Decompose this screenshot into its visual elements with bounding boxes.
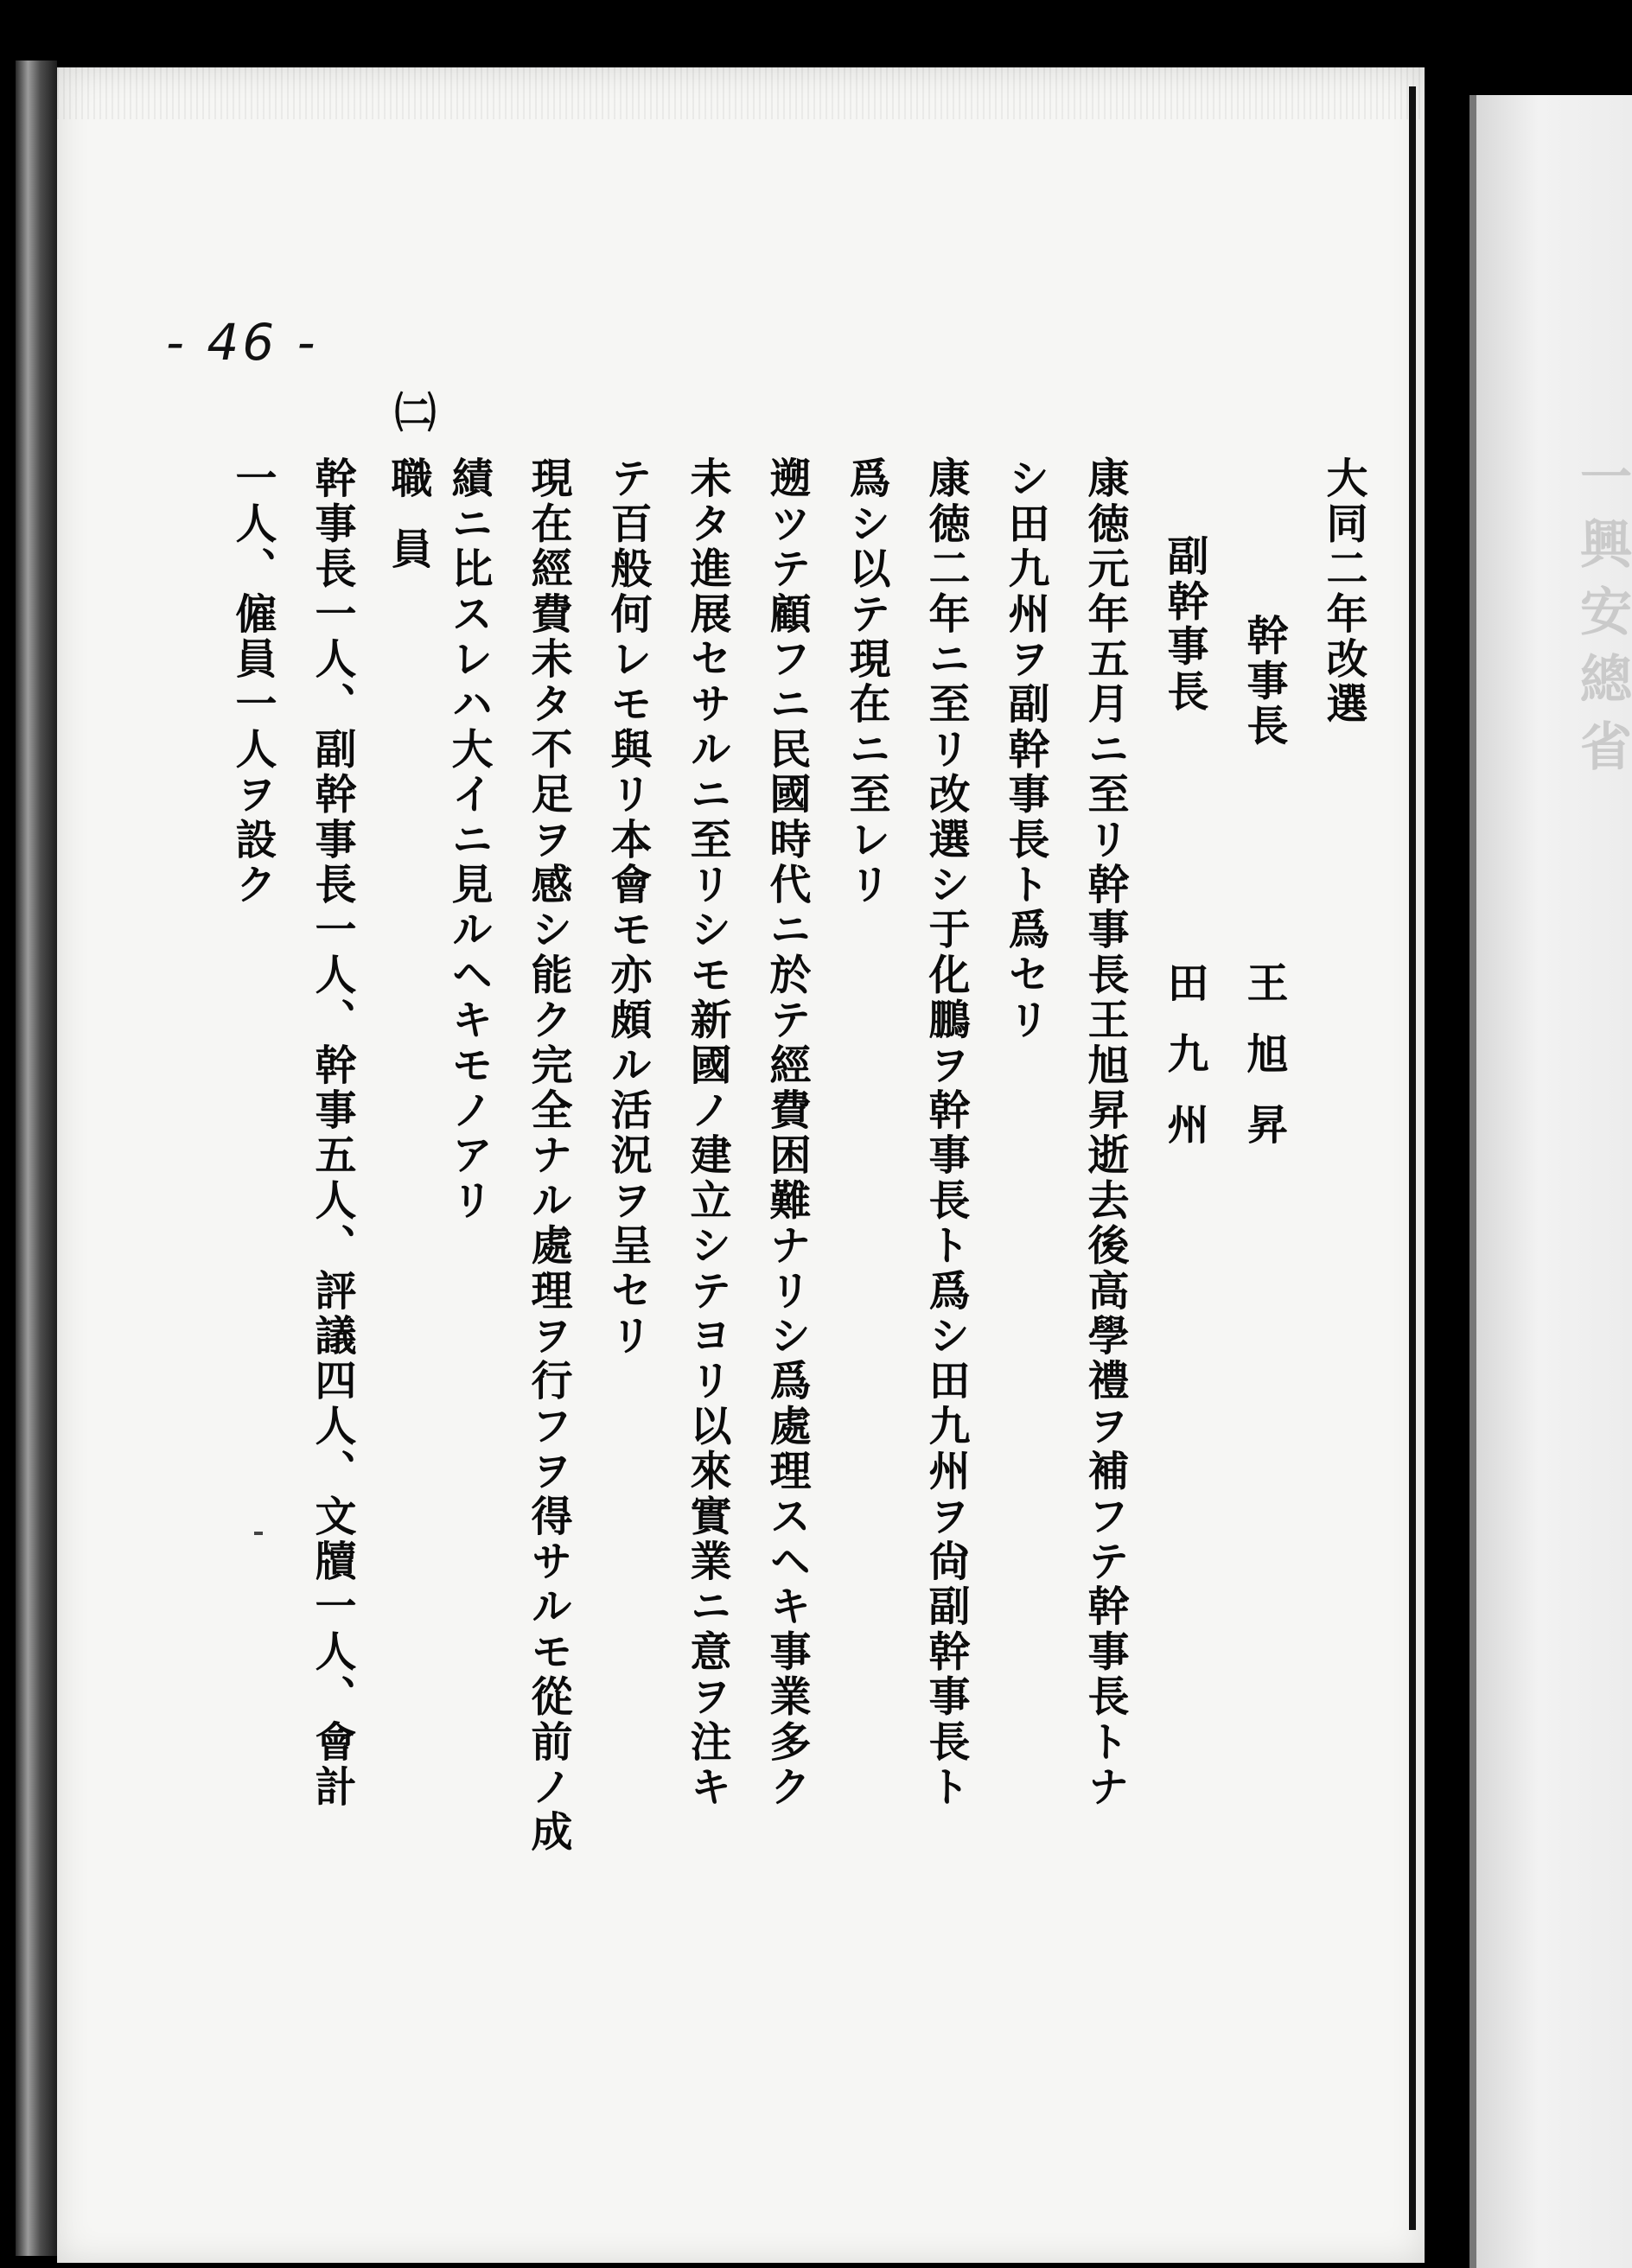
text-column-body: テ百般何レモ與リ本會モ亦頗ル活況ヲ呈セリ [603,456,652,1359]
text-column-body: 遡ツテ顧フニ民國時代ニ於テ經費困難ナリシ爲處理スヘキ事業多ク [762,456,811,1810]
text-column-role-chief: 幹事長 [1240,614,1288,749]
text-column-body: 幹事長一人、副幹事長一人、幹事五人、評議四人、文牘一人、會計 [308,456,356,1810]
ink-mark [254,1532,263,1535]
section-marker: ㈡ [387,391,436,436]
text-column-name-chief: 王旭昇 [1240,961,1288,1174]
binding-edge [16,61,57,2256]
adjacent-page [1476,95,1632,2268]
document-page [57,67,1425,2263]
page-edge-rule [1409,86,1416,2230]
text-column-body: 康徳元年五月ニ至リ幹事長王旭昇逝去後高學禮ヲ補フテ幹事長トナ [1081,456,1129,1810]
text-column-name-deputy: 田九州 [1160,961,1208,1174]
text-column-body: 康徳二年ニ至リ改選シ于化鵬ヲ幹事長ト爲シ田九州ヲ尙副幹事長ト [921,456,970,1810]
section-title: 職員 [384,456,432,598]
text-column-body: 未タ進展セサルニ至リシモ新國ノ建立シテヨリ以來實業ニ意ヲ注キ [683,456,731,1810]
text-column-body: 一人、僱員一人ヲ設ク [228,456,277,908]
paper-texture [57,67,1425,119]
text-column-body: 爲シ以テ現在ニ至レリ [842,456,890,908]
adjacent-page-text: 一興安總省 [1571,449,1632,787]
page-number: - 46 - [166,313,319,372]
text-column-body: 現在經費未タ不足ヲ感シ能ク完全ナル處理ヲ行フヲ得サルモ從前ノ成 [524,456,572,1856]
text-column-role-deputy: 副幹事長 [1160,534,1208,715]
text-column-body: シ田九州ヲ副幹事長ト爲セリ [1001,456,1049,1043]
text-column-heading: 大同二年改選 [1319,456,1367,728]
text-column-body: 績ニ比スレハ大イニ見ルヘキモノアリ [444,456,493,1224]
